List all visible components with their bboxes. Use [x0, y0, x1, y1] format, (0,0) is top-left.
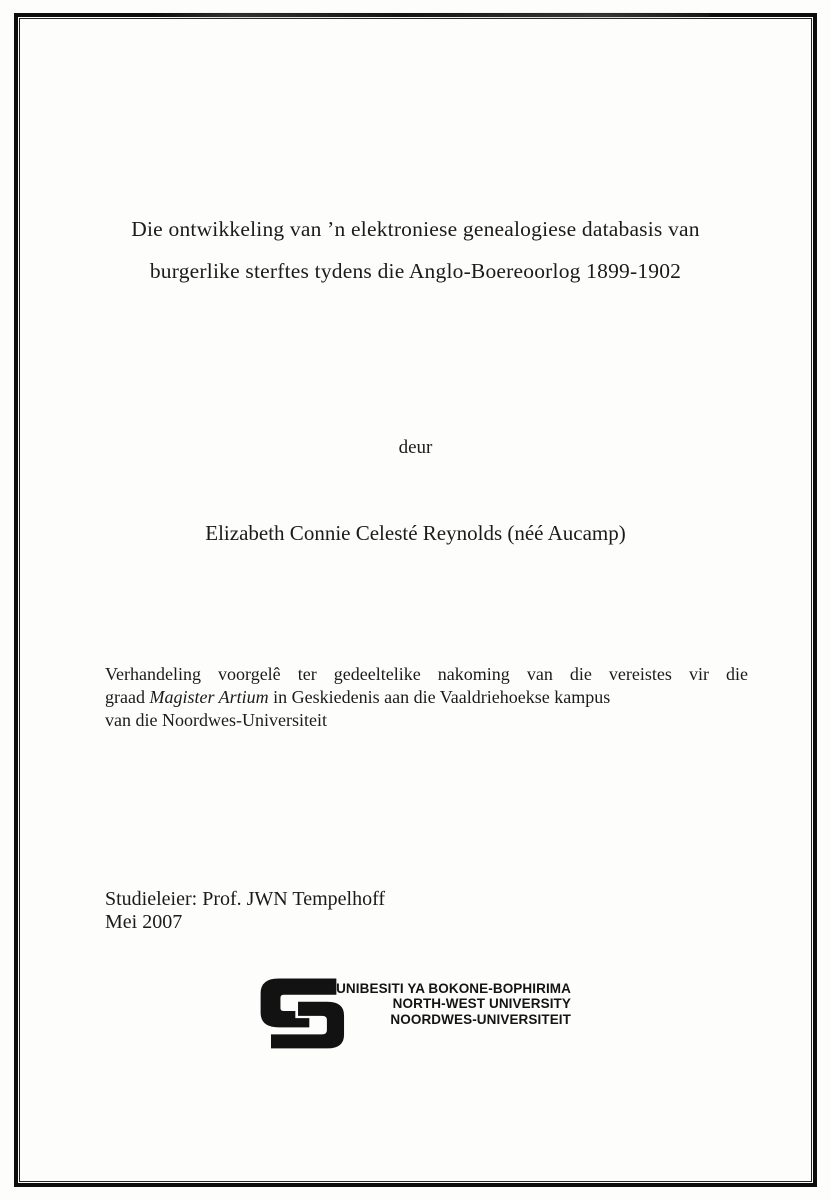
title-line-1: Die ontwikkeling van ’n elektroniese genealogiese databasis van [131, 217, 700, 241]
statement-line-2-post: in Geskiedenis aan die Vaaldriehoekse kampus [268, 687, 611, 707]
university-logo-text [0, 981, 571, 1027]
supervisor-line: Studieleier: Prof. JWN Tempelhoff [105, 888, 386, 910]
statement-line-2-pre: graad [105, 687, 150, 707]
author-name: Elizabeth Connie Celesté Reynolds (néé Aucamp) [205, 521, 626, 545]
degree-statement [105, 663, 748, 732]
logo-text-setswana: YUNIBESITI YA BOKONE-BOPHIRIMA [326, 981, 571, 996]
byline-deur: deur [398, 437, 433, 458]
thesis-title [0, 208, 831, 292]
supervisor-block [105, 888, 385, 933]
statement-degree-name: Magister Artium [149, 687, 269, 707]
statement-line-3: van die Noordwes-Universiteit [105, 710, 327, 730]
scan-smudge-artifact [150, 13, 710, 18]
date-line: Mei 2007 [105, 910, 183, 933]
logo-text-english: NORTH-WEST UNIVERSITY [392, 996, 571, 1012]
title-line-2: burgerlike sterftes tydens die Anglo-Boereoorlog 1899-1902 [149, 259, 682, 283]
statement-line-2 [105, 686, 748, 709]
statement-line-1: Verhandeling voorgelê ter gedeeltelike nakoming van die vereistes vir die [105, 664, 748, 684]
logo-text-afrikaans: NOORDWES-UNIVERSITEIT [390, 1011, 571, 1027]
